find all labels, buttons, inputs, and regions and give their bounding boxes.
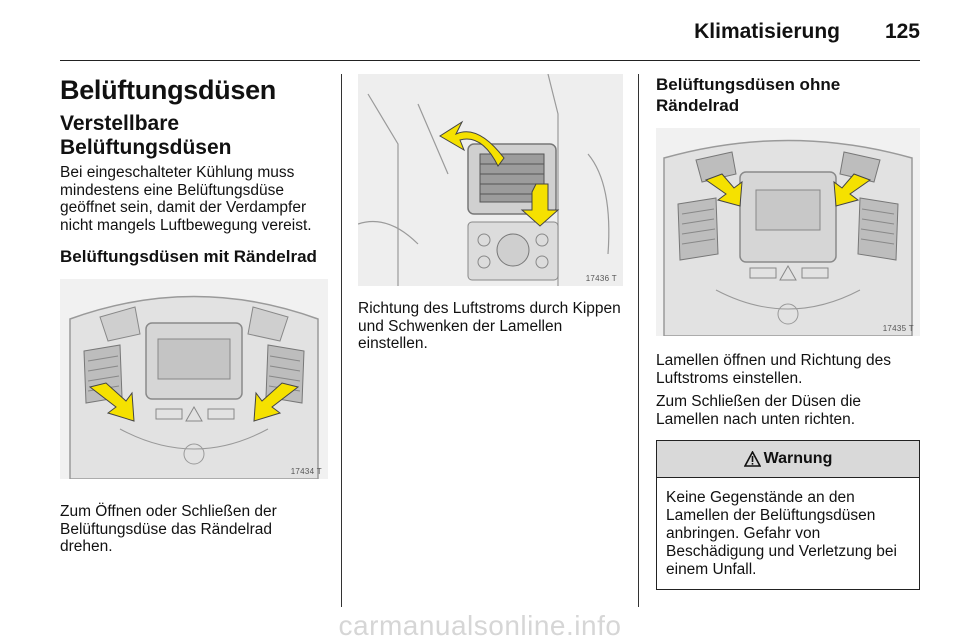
figure-vents-no-wheel (656, 128, 920, 336)
sub-heading: Verstellbare Belüftungsdüsen (60, 112, 232, 159)
body-text: Zum Schließen der Düsen die Lamellen nach unten richten. (656, 393, 862, 428)
figure-vents-knurled-wheel (60, 279, 328, 479)
figure-code: 17435 T (882, 324, 914, 333)
figure-code: 17436 T (585, 274, 617, 283)
warning-header (657, 441, 919, 478)
warning-title: Warnung (763, 450, 833, 467)
chapter-title: Klimatisierung (694, 20, 840, 43)
figure-caption: Zum Öffnen oder Schließen der Belüftungsdüse das Rändelrad drehen. (60, 503, 277, 555)
section-title: Belüftungsdüsen ohne Rändelrad (656, 75, 841, 115)
figure-code: 17434 T (290, 467, 322, 476)
column-divider (341, 74, 342, 607)
vent-closeup-illustration (358, 74, 623, 286)
page-header (60, 0, 920, 61)
section-title: Belüftungsdüsen mit Rändelrad (60, 247, 317, 266)
main-heading: Belüftungsdüsen (60, 75, 276, 105)
column-middle (358, 74, 623, 353)
dashboard-illustration (60, 279, 328, 479)
page-number: 125 (884, 20, 920, 43)
figure-vent-adjust (358, 74, 623, 286)
warning-triangle-icon (744, 451, 761, 467)
warning-text: Keine Gegenstände an den Lamellen der Belüftungsdüsen anbringen. Gefahr von Beschädigung und Verletzung bei einem Unfall. (666, 489, 897, 578)
column-divider (638, 74, 639, 607)
warning-body (657, 478, 919, 589)
column-right (656, 74, 920, 590)
intro-text: Bei eingeschalteter Kühlung muss mindestens eine Belüftungsdüse geöffnet sein, damit der Verdampfer nicht mangels Luftbewegung vereist. (60, 164, 312, 234)
body-text: Lamellen öffnen und Richtung des Luftstroms einstellen. (656, 352, 891, 387)
column-left (60, 74, 328, 556)
figure-caption: Richtung des Luftstroms durch Kippen und Schwenken der Lamellen einstellen. (358, 300, 621, 352)
watermark: carmanualsonline.info (338, 610, 622, 641)
dashboard-illustration (656, 128, 920, 336)
warning-box (656, 440, 920, 590)
